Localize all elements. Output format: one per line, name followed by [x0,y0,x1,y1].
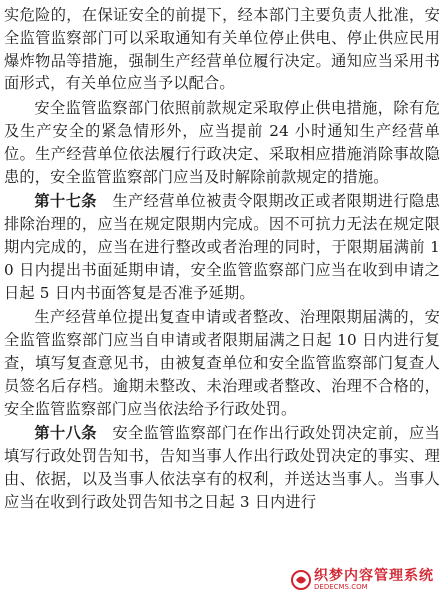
article-18-paragraph [4,422,440,513]
paragraph-2-text: 安全监管监察部门依照前款规定采取停止供电措施，除有危及生产安全的紧急情形外，应当提前 24 小时通知生产经营单位。生产经营单位依法履行行政决定、采取相应措施消除事故隐患的，安全监管监察部门应当及时解除前款规定的措施。 [4,99,440,186]
paragraph-2 [4,97,440,188]
article-17-heading: 第十七条 [34,192,97,211]
paragraph-1 [4,4,440,95]
paragraph-4-text: 生产经营单位提出复查申请或者整改、治理限期届满的，安全监管监察部门应当自申请或者限期届满之日起 10 日内进行复查，填写复查意见书，由被复查单位和安全监管监察部门复查人员签名后存档。逾期未整改、未治理或者整改、治理不合格的，安全监管监察部门应当依法给予行政处罚。 [4,308,440,418]
paragraph-1-text: 实危险的，在保证安全的前提下，经本部门主要负责人批准，安全监管监察部门可以采取通知有关单位停止供电、停止供应民用爆炸物品等措施，强制生产经营单位履行决定。通知应当采用书面形式，有关单位应当予以配合。 [4,6,440,93]
watermark-name: 织梦内容管理系统 [314,568,434,584]
article-18-text: 安全监管监察部门在作出行政处罚决定前，应当填写行政处罚告知书，告知当事人作出行政处罚决定的事实、理由、依据，以及当事人依法享有的权利，并送达当事人。当事人应当在收到行政处罚告知书之日起 3 日内进行 [4,424,440,511]
dedecms-watermark [289,568,437,592]
article-18-heading: 第十八条 [34,424,97,443]
article-17-text: 生产经营单位被责令限期改正或者限期进行隐患排除治理的，应当在规定限期内完成。因不可抗力无法在规定限期内完成的，应当在进行整改或者治理的同时，于限期届满前 10 日内提出书面延期申请，安全监管监察部门应当在收到申请之日起 5 日内书面答复是否准予延期。 [4,192,440,302]
paragraph-4 [4,306,440,420]
watermark-url: DEDECMS.COM [314,583,368,591]
article-17-paragraph [4,190,440,304]
document-page [4,4,440,514]
dedecms-logo-icon [291,570,311,590]
